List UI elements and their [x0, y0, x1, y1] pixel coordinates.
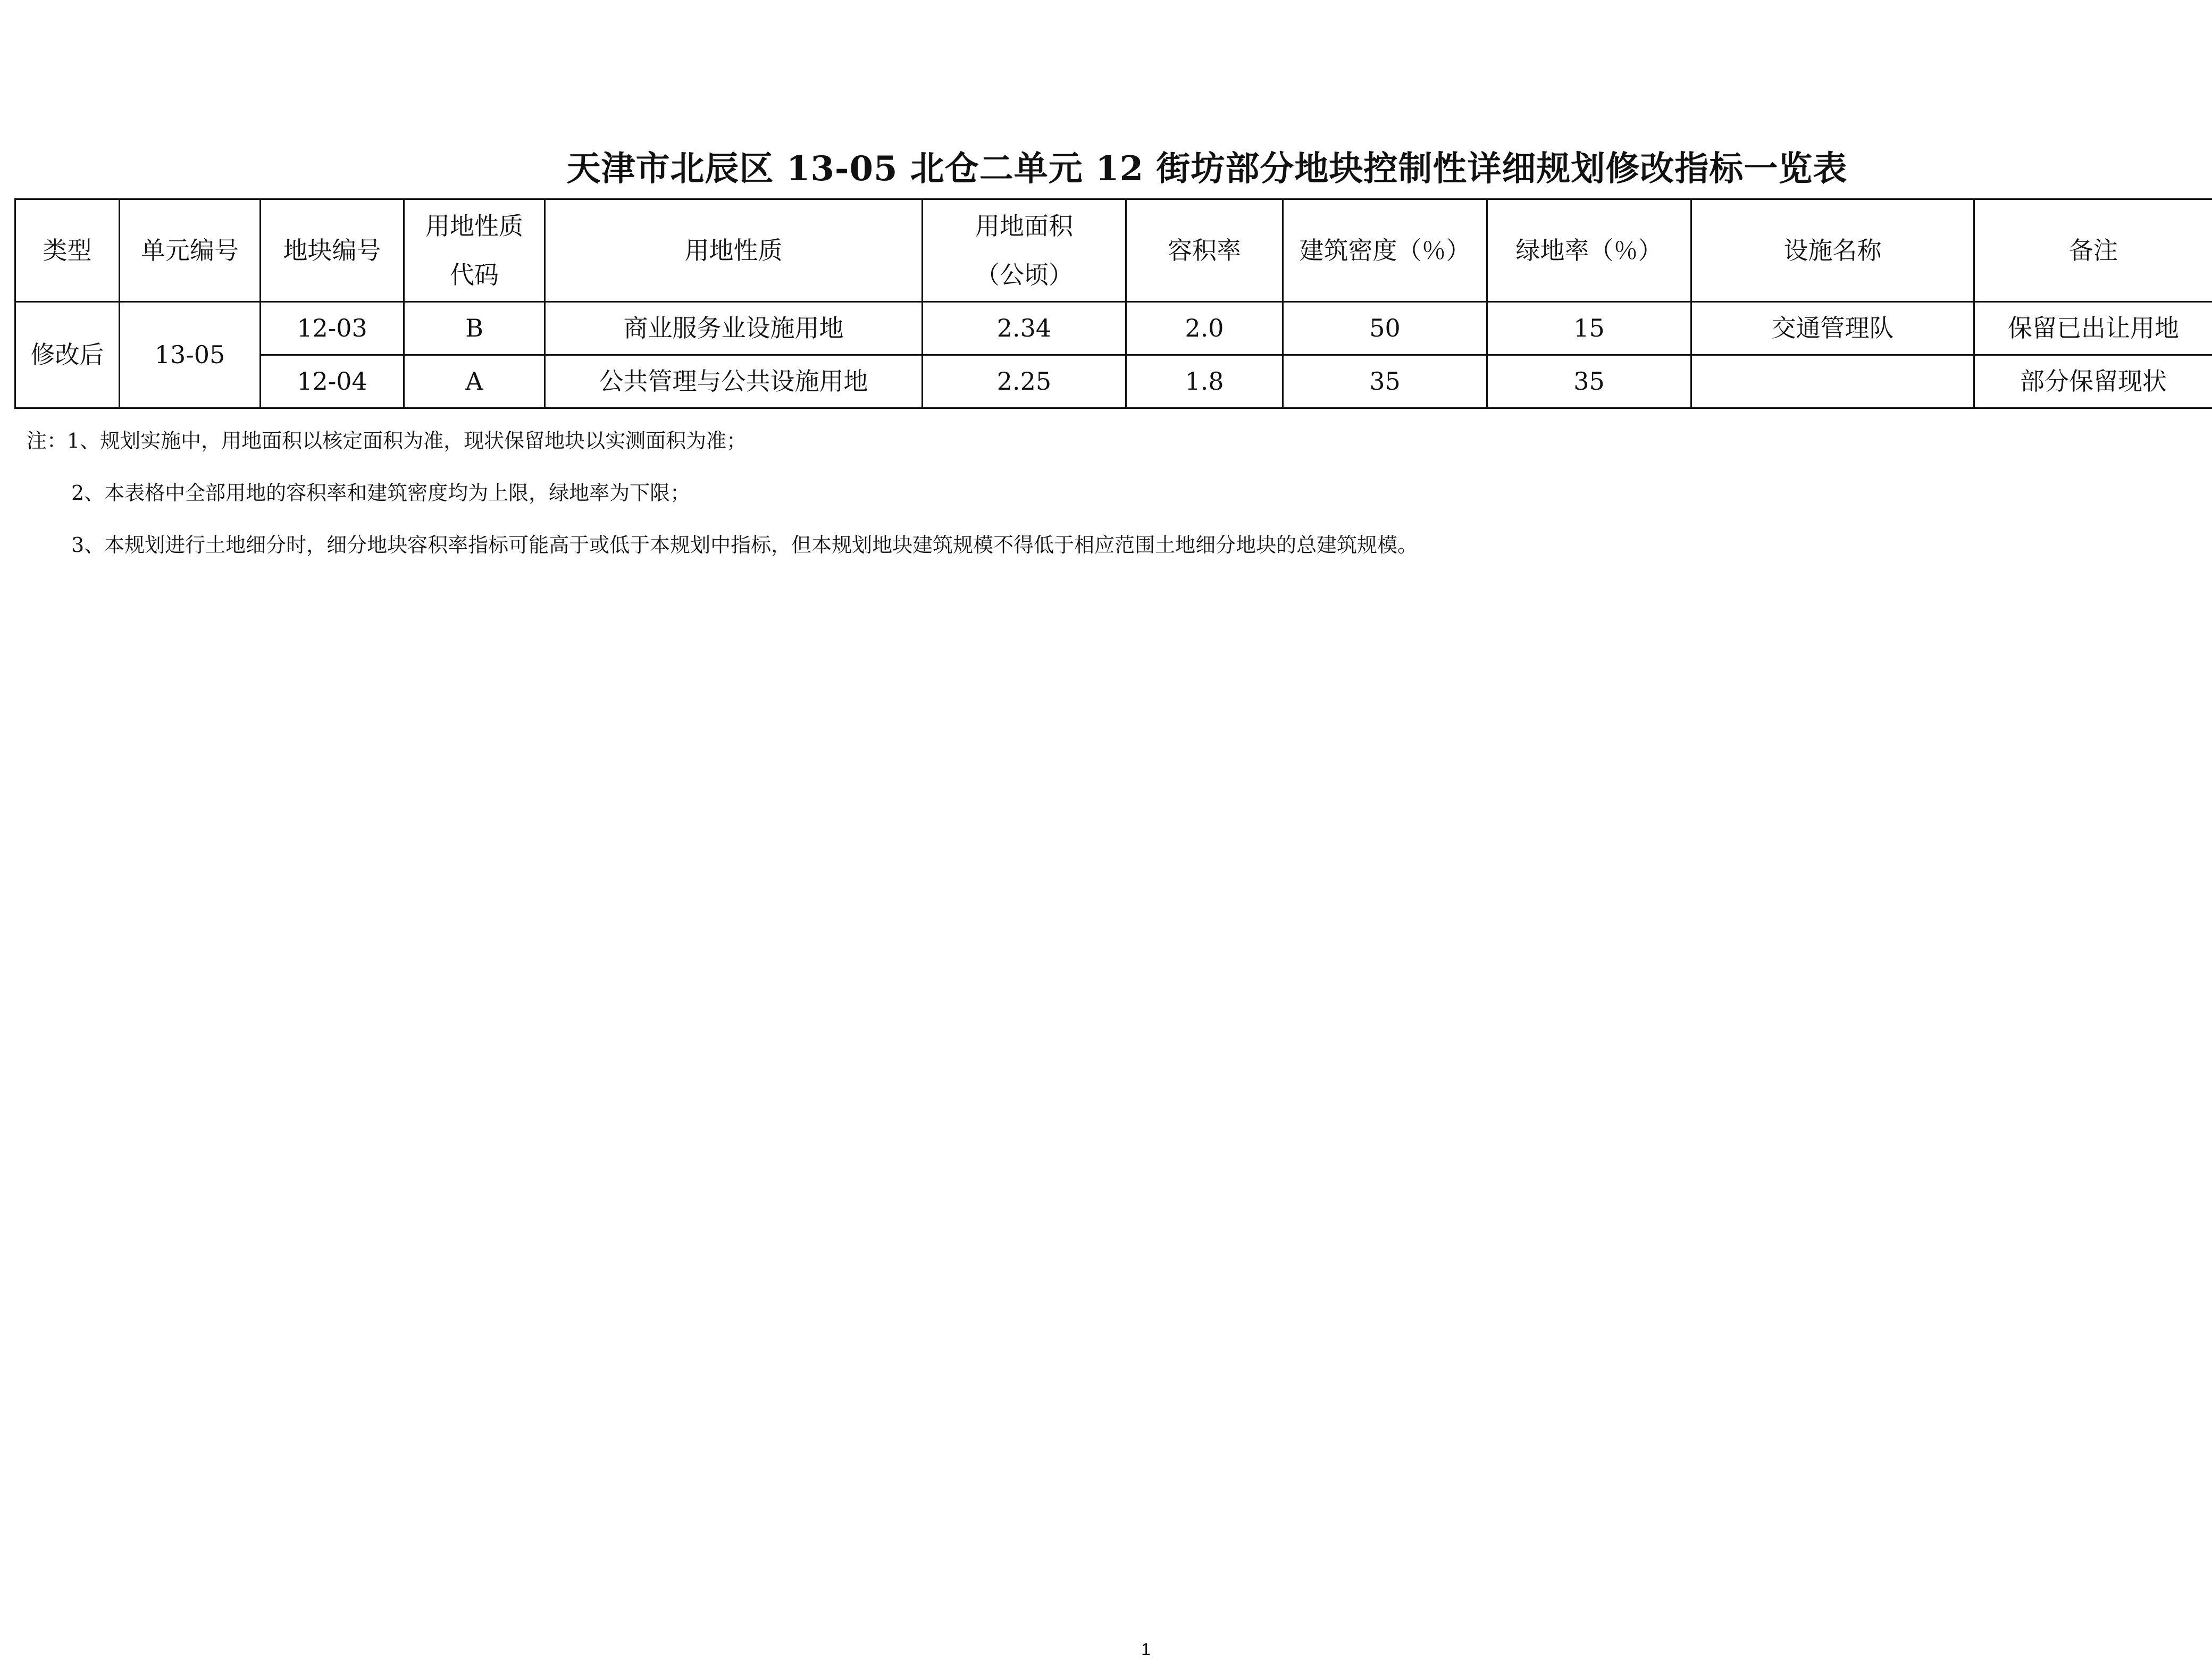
header-area-line2: （公顷）	[975, 261, 1073, 289]
table-header-row	[15, 199, 2212, 302]
index-table	[14, 198, 2212, 409]
cell-land-use-code: B	[404, 302, 545, 355]
cell-unit-no: 13-05	[120, 302, 261, 408]
cell-land-use-code: A	[404, 355, 545, 408]
page-number: 1	[1141, 1640, 1151, 1659]
cell-green-ratio: 15	[1487, 302, 1691, 355]
header-building-density: 建筑密度（％）	[1283, 199, 1487, 302]
cell-facility-name	[1691, 355, 1974, 408]
table-row	[15, 302, 2212, 355]
note-line-1: 注：1、规划实施中，用地面积以核定面积为准，现状保留地块以实测面积为准；	[27, 429, 747, 452]
cell-remarks: 部分保留现状	[1974, 355, 2212, 408]
cell-building-density: 50	[1283, 302, 1487, 355]
cell-far: 2.0	[1126, 302, 1283, 355]
table-row	[15, 355, 2212, 408]
header-area-line1: 用地面积	[975, 212, 1073, 240]
cell-parcel-no: 12-03	[261, 302, 404, 355]
header-unit-no: 单元编号	[120, 199, 261, 302]
header-remarks: 备注	[1974, 199, 2212, 302]
header-type: 类型	[15, 199, 120, 302]
note-line-3: 3、本规划进行土地细分时，细分地块容积率指标可能高于或低于本规划中指标，但本规划地块建筑规模不得低于相应范围土地细分地块的总建筑规模。	[71, 533, 1418, 557]
header-land-use-code-line2: 代码	[450, 261, 499, 289]
cell-area: 2.25	[923, 355, 1126, 408]
note-line-2: 2、本表格中全部用地的容积率和建筑密度均为上限，绿地率为下限；	[71, 481, 691, 505]
cell-parcel-no: 12-04	[261, 355, 404, 408]
notes-section	[27, 415, 1418, 571]
header-land-use-code-line1: 用地性质	[425, 212, 523, 240]
cell-remarks: 保留已出让用地	[1974, 302, 2212, 355]
cell-area: 2.34	[923, 302, 1126, 355]
cell-far: 1.8	[1126, 355, 1283, 408]
cell-building-density: 35	[1283, 355, 1487, 408]
cell-land-use: 公共管理与公共设施用地	[545, 355, 923, 408]
cell-green-ratio: 35	[1487, 355, 1691, 408]
header-facility-name: 设施名称	[1691, 199, 1974, 302]
header-land-use: 用地性质	[545, 199, 923, 302]
header-parcel-no: 地块编号	[261, 199, 404, 302]
cell-type: 修改后	[15, 302, 120, 408]
cell-facility-name: 交通管理队	[1691, 302, 1974, 355]
document-title: 天津市北辰区 13-05 北仓二单元 12 街坊部分地块控制性详细规划修改指标一览表	[566, 149, 1848, 189]
header-area	[923, 199, 1126, 302]
header-far: 容积率	[1126, 199, 1283, 302]
header-land-use-code	[404, 199, 545, 302]
cell-land-use: 商业服务业设施用地	[545, 302, 923, 355]
header-green-ratio: 绿地率（％）	[1487, 199, 1691, 302]
